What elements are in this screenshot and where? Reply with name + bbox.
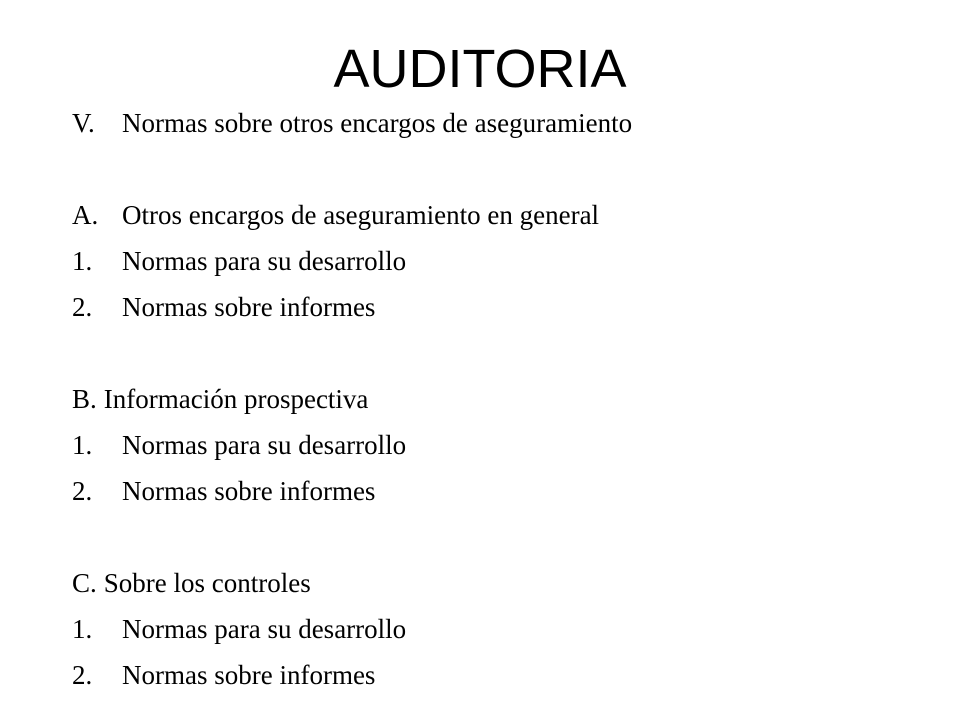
list-number: 2.	[72, 292, 93, 322]
list-item-text: Normas sobre informes	[122, 476, 376, 506]
slide-title: AUDITORIA	[333, 39, 627, 99]
list-number: 1.	[72, 430, 93, 460]
list-item-text: Normas para su desarrollo	[122, 246, 407, 276]
section-c-heading	[72, 567, 311, 599]
section-a-item-1	[72, 245, 406, 277]
chapter-marker: V.	[72, 108, 95, 138]
section-b-marker: B.	[72, 384, 97, 414]
section-b-heading	[72, 383, 368, 415]
section-c-marker: C.	[72, 568, 97, 598]
list-item-text: Normas sobre informes	[122, 292, 376, 322]
section-b-text: Información prospectiva	[103, 384, 369, 414]
list-number: 2.	[72, 476, 93, 506]
section-c-item-2	[72, 659, 375, 691]
section-a-text: Otros encargos de aseguramiento en general	[122, 200, 600, 230]
list-item-text: Normas sobre informes	[122, 660, 376, 690]
list-number: 2.	[72, 660, 93, 690]
chapter-text: Normas sobre otros encargos de aseguramiento	[122, 108, 633, 138]
section-c-item-1	[72, 613, 406, 645]
list-number: 1.	[72, 246, 93, 276]
section-a-marker: A.	[72, 200, 99, 230]
section-b-item-2	[72, 475, 375, 507]
section-a-heading	[72, 199, 599, 231]
list-item-text: Normas para su desarrollo	[122, 614, 407, 644]
section-c-text: Sobre los controles	[103, 568, 311, 598]
section-b-item-1	[72, 429, 406, 461]
list-number: 1.	[72, 614, 93, 644]
chapter-heading	[72, 107, 632, 139]
list-item-text: Normas para su desarrollo	[122, 430, 407, 460]
section-a-item-2	[72, 291, 375, 323]
